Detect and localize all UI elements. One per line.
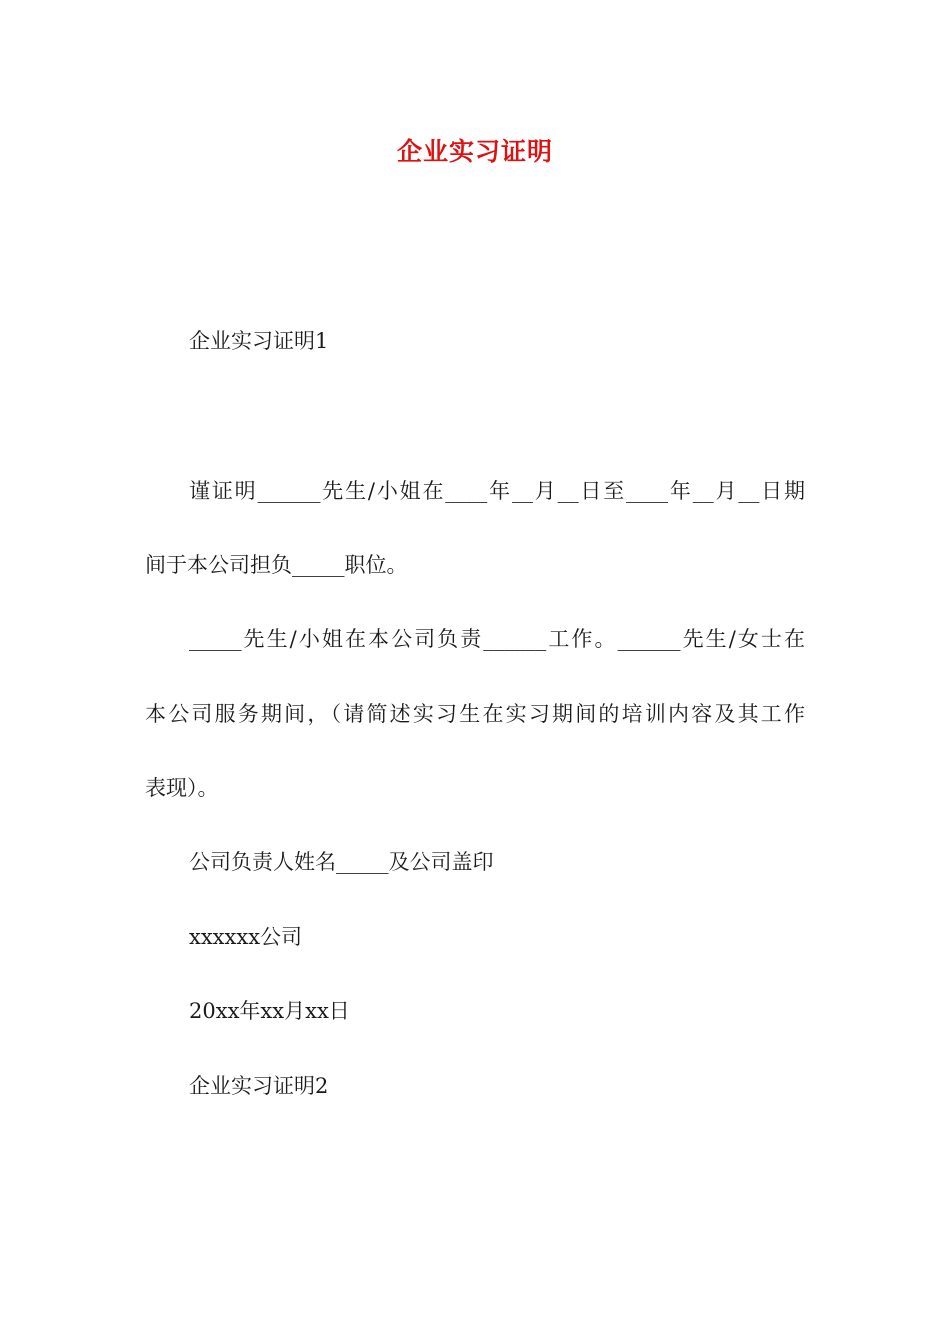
paragraph-1-line-1: 谨证明______先生/小姐在____年__月__日至____年__月__日期: [189, 479, 805, 503]
signature-line: 公司负责人姓名_____及公司盖印: [189, 850, 494, 874]
paragraph-1-line-2: 间于本公司担负_____职位。: [145, 553, 408, 577]
section-1-heading: 企业实习证明1: [189, 329, 329, 353]
section-2-heading: 企业实习证明2: [189, 1074, 329, 1098]
paragraph-2-line-1: _____先生/小姐在本公司负责______工作。______先生/女士在: [189, 627, 805, 651]
paragraph-2-line-3: 表现）。: [145, 776, 219, 800]
paragraph-2-line-2: 本公司服务期间，（请简述实习生在实习期间的培训内容及其工作: [145, 702, 805, 726]
issue-date: 20xx年xx月xx日: [189, 999, 350, 1023]
company-name: xxxxxx公司: [189, 925, 303, 949]
document-title: 企业实习证明: [396, 137, 553, 166]
